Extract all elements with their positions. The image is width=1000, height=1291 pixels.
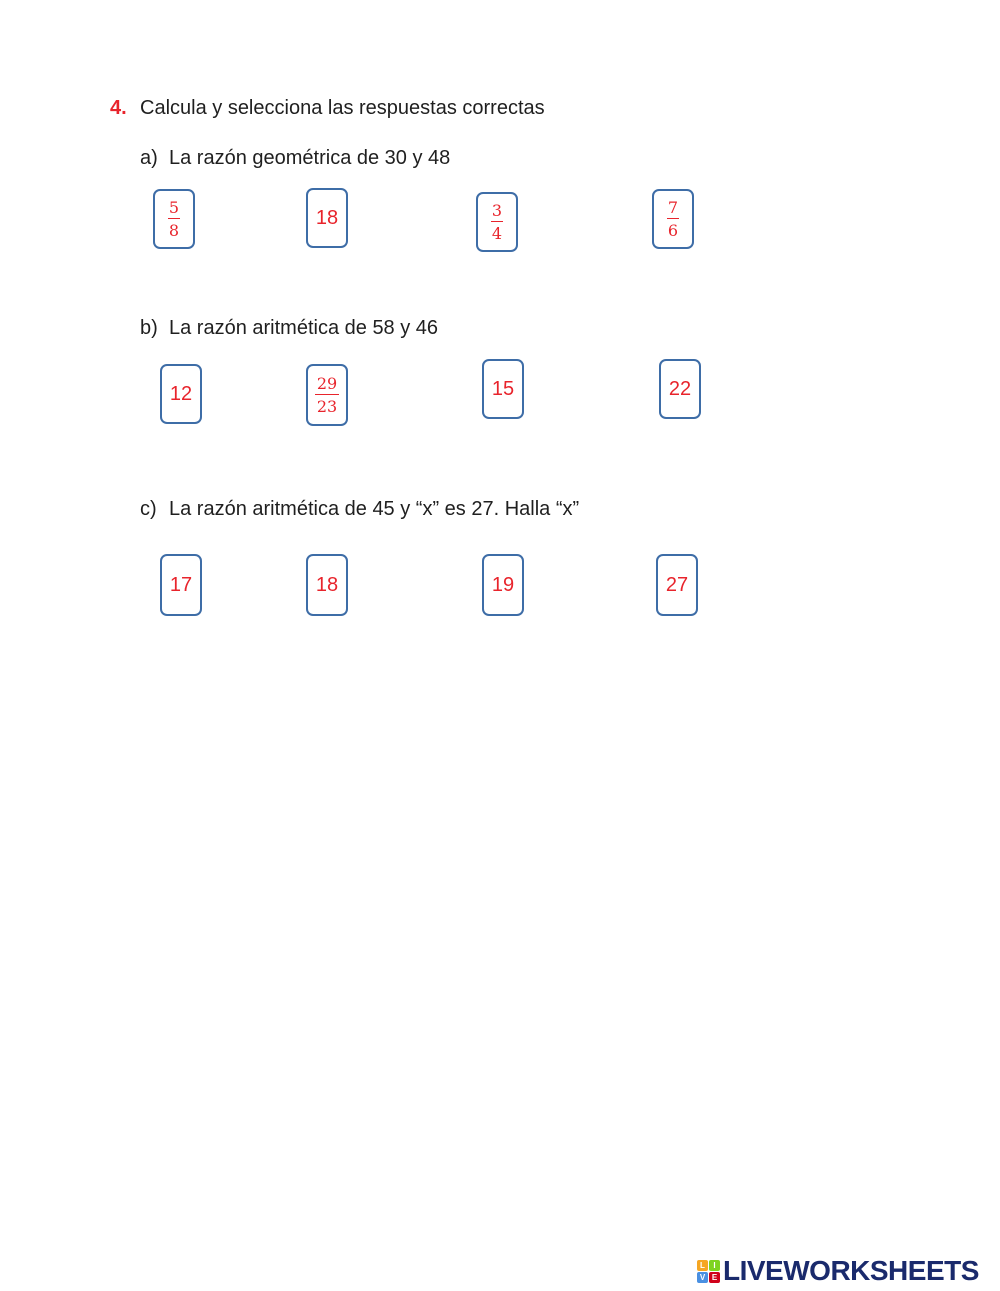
question-letter: b) [140, 317, 158, 339]
denominator: 6 [667, 221, 679, 241]
question-text: La razón geométrica de 30 y 48 [169, 147, 451, 169]
exercise-heading [110, 95, 545, 121]
option-b-1[interactable] [160, 364, 202, 424]
fraction-bar [491, 221, 503, 223]
fraction [315, 374, 339, 417]
fraction-bar [667, 218, 679, 220]
exercise-number: 4. [110, 97, 127, 119]
option-a-3[interactable] [476, 192, 518, 252]
denominator: 23 [316, 397, 338, 417]
numerator: 3 [491, 200, 503, 220]
fraction [168, 198, 180, 241]
fraction-bar [168, 218, 180, 220]
logo-text: LIVEWORKSHEETS [723, 1255, 979, 1286]
option-value: 19 [491, 573, 515, 596]
liveworksheets-logo [697, 1257, 979, 1285]
option-c-4[interactable] [656, 554, 698, 616]
numerator: 5 [168, 197, 180, 217]
option-b-3[interactable] [482, 359, 524, 419]
option-c-1[interactable] [160, 554, 202, 616]
numerator: 29 [316, 373, 338, 393]
denominator: 4 [491, 224, 503, 244]
option-value: 22 [668, 377, 692, 400]
question-a [140, 145, 450, 171]
option-c-2[interactable] [306, 554, 348, 616]
logo-mark-letter: L [697, 1260, 708, 1271]
option-b-2[interactable] [306, 364, 348, 426]
numerator: 7 [667, 197, 679, 217]
question-letter: c) [140, 498, 157, 520]
option-a-2[interactable] [306, 188, 348, 248]
logo-mark-letter: E [709, 1272, 720, 1283]
denominator: 8 [168, 221, 180, 241]
option-value: 17 [169, 573, 193, 596]
option-c-3[interactable] [482, 554, 524, 616]
option-a-1[interactable] [153, 189, 195, 249]
question-text: La razón aritmética de 45 y “x” es 27. Halla “x” [169, 498, 580, 520]
fraction [667, 198, 679, 241]
question-text: La razón aritmética de 58 y 46 [169, 317, 439, 339]
option-value: 18 [315, 573, 339, 596]
fraction-bar [315, 394, 339, 396]
fraction [491, 201, 503, 244]
logo-mark-letter: I [709, 1260, 720, 1271]
question-letter: a) [140, 147, 158, 169]
question-b [140, 315, 438, 341]
option-b-4[interactable] [659, 359, 701, 419]
logo-mark-icon [697, 1260, 720, 1283]
exercise-instruction: Calcula y selecciona las respuestas correctas [140, 97, 545, 119]
option-value: 15 [491, 377, 515, 400]
option-value: 18 [315, 206, 339, 229]
option-value: 12 [169, 382, 193, 405]
logo-mark-letter: V [697, 1272, 708, 1283]
question-c [140, 496, 579, 522]
option-value: 27 [665, 573, 689, 596]
option-a-4[interactable] [652, 189, 694, 249]
